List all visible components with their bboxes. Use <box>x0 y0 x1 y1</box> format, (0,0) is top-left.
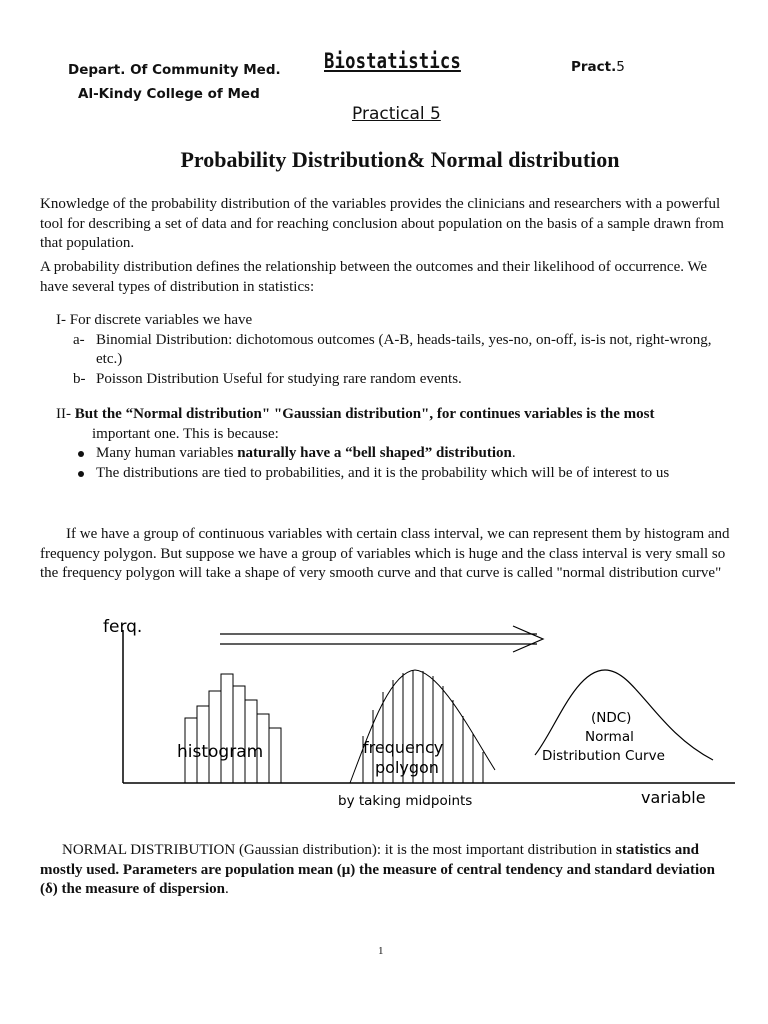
department-block <box>68 58 281 106</box>
list-item <box>40 464 730 484</box>
gaussian-continuation: important one. This is because: <box>92 425 279 442</box>
subject-title: Biostatistics <box>324 49 461 73</box>
distribution-diagram <box>95 610 745 825</box>
page-number: 1 <box>378 945 384 957</box>
gaussian-heading <box>40 405 730 425</box>
practical-number <box>571 59 625 75</box>
list-item <box>40 331 730 370</box>
list-item-text: Poisson Distribution Useful for studying rare random events. <box>96 370 462 387</box>
y-axis-label: ferq. <box>103 617 143 637</box>
bullet-text: Many human variables <box>96 445 238 461</box>
intro-paragraph-1: Knowledge of the probability distribution of the variables provides the clinicians and researchers with a powerful tool for describing a set of data and for reaching conclusion about population on the basis of a sample drawn from that population. <box>40 196 724 251</box>
normal-end: . <box>225 881 229 897</box>
department-name: Depart. Of Community Med. <box>68 62 281 78</box>
ndc-label-1: (NDC) <box>591 710 632 726</box>
gaussian-bold-text: But the “Normal distribution" "Gaussian distribution", for continues variables is the most <box>74 406 655 422</box>
bullet-icon <box>78 471 84 477</box>
normal-plain-text: NORMAL DISTRIBUTION (Gaussian distribution): it is the most important distribution in <box>62 842 617 858</box>
bullet-icon <box>78 451 84 457</box>
polygon-label-2: polygon <box>375 758 439 777</box>
arrow-icon <box>220 626 543 652</box>
practical-label: Pract. <box>571 59 617 75</box>
ndc-label-3: Distribution Curve <box>542 748 665 764</box>
list-item <box>40 370 730 390</box>
histogram-bars <box>185 674 281 783</box>
bullet-text: The distributions are tied to probabilities, and it is the probability which will be of interest to us <box>96 464 670 481</box>
bullet-bold-text: naturally have a “bell shaped” distribution <box>237 445 512 461</box>
histogram-label: histogram <box>177 742 264 762</box>
practical-heading: Practical 5 <box>352 104 441 124</box>
discrete-section <box>40 311 730 389</box>
discrete-heading: I- For discrete variables we have <box>56 312 253 328</box>
gaussian-prefix: II- <box>56 406 75 422</box>
list-item <box>40 444 730 464</box>
x-axis-label: variable <box>641 788 706 807</box>
list-marker: a- <box>73 331 85 348</box>
list-marker: b- <box>73 370 86 387</box>
bullet-end: . <box>511 445 516 461</box>
polygon-label-1: frequency <box>363 738 444 757</box>
gaussian-section <box>40 405 730 483</box>
ndc-label-2: Normal <box>585 729 634 745</box>
normal-bold-text: statistics and mostly used. Parameters are population mean (μ) the measure of central tendency and standard deviation (δ) the measure of dispersion <box>40 842 715 897</box>
continuous-paragraph: If we have a group of continuous variables with certain class interval, we can represent them by histogram and frequency polygon. But suppose we have a group of variables which is huge and the class interval is very small so the frequency polygon will take a shape of very smooth curve and that curve is called "normal distribution curve" <box>40 526 730 581</box>
list-item-text: Binomial Distribution: dichotomous outcomes (A-B, heads-tails, yes-no, on-off, is-is not, right-wrong, etc.) <box>96 331 712 367</box>
midpoints-label: by taking midpoints <box>338 793 473 809</box>
intro-paragraph-2: A probability distribution defines the relationship between the outcomes and their likelihood of occurrence. We have several types of distribution in statistics: <box>40 259 708 295</box>
page-title: Probability Distribution& Normal distribution <box>180 147 620 172</box>
normal-distribution-paragraph <box>40 841 730 900</box>
college-name: Al-Kindy College of Med <box>78 86 260 102</box>
practical-num: 5 <box>616 59 625 75</box>
